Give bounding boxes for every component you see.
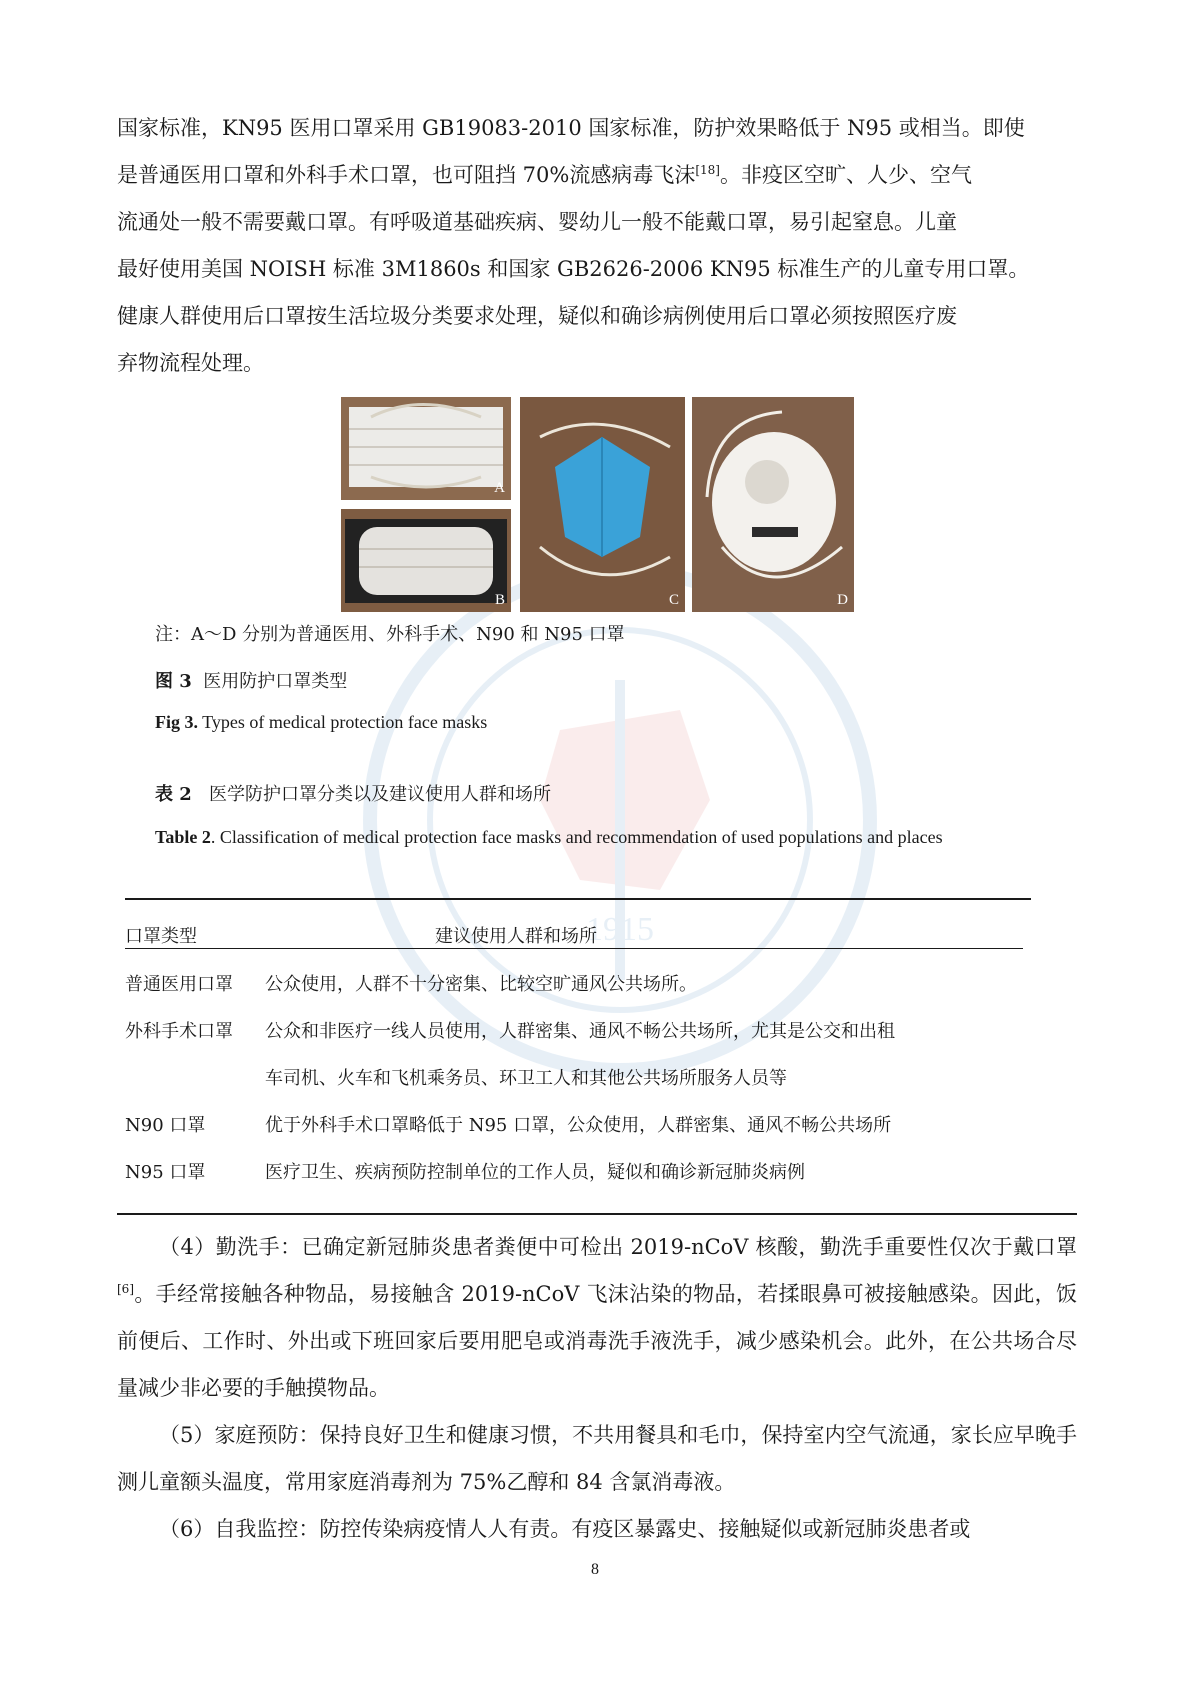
citation-ref[interactable]: [18] [695, 163, 720, 177]
figure-panel-d [692, 397, 854, 612]
panel-letter: B [494, 592, 505, 608]
paragraph-6: （6）自我监控：防控传染病疫情人人有责。有疫区暴露史、接触疑似或新冠肺炎患者或 [159, 1517, 971, 1541]
page-number: 8 [591, 1561, 599, 1578]
paragraph-line: 健康人群使用后口罩按生活垃圾分类要求处理，疑似和确诊病例使用后口罩必须按照医疗废 [117, 304, 957, 328]
paragraph-line: 国家标准，KN95 医用口罩采用 GB19083-2010 国家标准，防护效果略低于 N95 或相当。即使 [117, 116, 1025, 140]
figure-panel-b [341, 509, 511, 612]
figure-panel-c [520, 397, 685, 612]
blue-3m-respirator-photo-icon [520, 397, 685, 612]
paragraph-line: 最好使用美国 NOISH 标准 3M1860s 和国家 GB2626-2006 KN95 标准生产的儿童专用口罩。 [117, 257, 1030, 281]
table-top-rule [125, 898, 1031, 900]
table-cell-recommendation-cont: 车司机、火车和飞机乘务员、环卫工人和其他公共场所服务人员等 [265, 1068, 787, 1089]
table-title-en: Table 2. Classification of medical protection face masks and recommendation of used populations and places [155, 827, 943, 847]
surgical-mask-black-edge-photo-icon [341, 509, 511, 612]
table-cell-type: N95 口罩 [125, 1162, 206, 1183]
citation-ref[interactable]: [6] [117, 1282, 134, 1296]
table-cell-type: 外科手术口罩 [125, 1021, 233, 1042]
white-valved-respirator-photo-icon [692, 397, 854, 612]
table-header-recommendation: 建议使用人群和场所 [435, 926, 597, 947]
surgical-mask-white-photo-icon [341, 397, 511, 500]
table-cell-recommendation: 优于外科手术口罩略低于 N95 口罩，公众使用，人群密集、通风不畅公共场所 [265, 1115, 892, 1136]
figure-panel-a [341, 397, 511, 500]
top-paragraph [117, 105, 1077, 387]
paragraph-line: 弃物流程处理。 [117, 351, 264, 375]
table-header-type: 口罩类型 [125, 926, 197, 947]
table-cell-recommendation: 公众和非医疗一线人员使用，人群密集、通风不畅公共场所，尤其是公交和出租 [265, 1021, 895, 1042]
paragraph-line: 流通处一般不需要戴口罩。有呼吸道基础疾病、婴幼儿一般不能戴口罩，易引起窒息。儿童 [117, 210, 957, 234]
paragraph-line: 是普通医用口罩和外科手术口罩，也可阻挡 70%流感病毒飞沫[18]。非疫区空旷、人少、空气 [117, 163, 972, 187]
table-bottom-rule [117, 1213, 1077, 1215]
table-cell-recommendation: 医疗卫生、疾病预防控制单位的工作人员，疑似和确诊新冠肺炎病例 [265, 1162, 805, 1183]
table-cell-recommendation: 公众使用，人群不十分密集、比较空旷通风公共场所。 [265, 974, 697, 995]
paragraph-5: （5）家庭预防：保持良好卫生和健康习惯，不共用餐具和毛巾，保持室内空气流通，家长应早晚手测儿童额头温度，常用家庭消毒剂为 75%乙醇和 84 含氯消毒液。 [117, 1423, 1077, 1494]
table-header-rule [125, 948, 1023, 949]
watermark-year: 1915 [586, 911, 654, 948]
table-cell-type: 普通医用口罩 [125, 974, 233, 995]
table-title-zh: 表 2 医学防护口罩分类以及建议使用人群和场所 [155, 784, 551, 805]
paragraph-4: （4）勤洗手：已确定新冠肺炎患者粪便中可检出 2019-nCoV 核酸，勤洗手重要性仅次于戴口罩[6]。手经常接触各种物品，易接触含 2019-nCoV 飞沫沾染的物品，若揉眼鼻可被接触感染。因此，饭前便后、工作时、外出或下班回家后要用肥皂或消毒洗手液洗手，减少感染机会。此外，在公共场合尽量减少非必要的手触摸物品。 [117, 1235, 1077, 1400]
panel-letter: C [668, 592, 679, 608]
table-cell-type: N90 口罩 [125, 1115, 206, 1136]
panel-letter: A [494, 480, 505, 496]
figure-note: 注：A～D 分别为普通医用、外科手术、N90 和 N95 口罩 [155, 624, 625, 645]
figure-caption-en: Fig 3. Types of medical protection face masks [155, 712, 488, 732]
figure-caption-zh: 图 3 医用防护口罩类型 [155, 671, 348, 692]
panel-letter: D [837, 592, 848, 608]
